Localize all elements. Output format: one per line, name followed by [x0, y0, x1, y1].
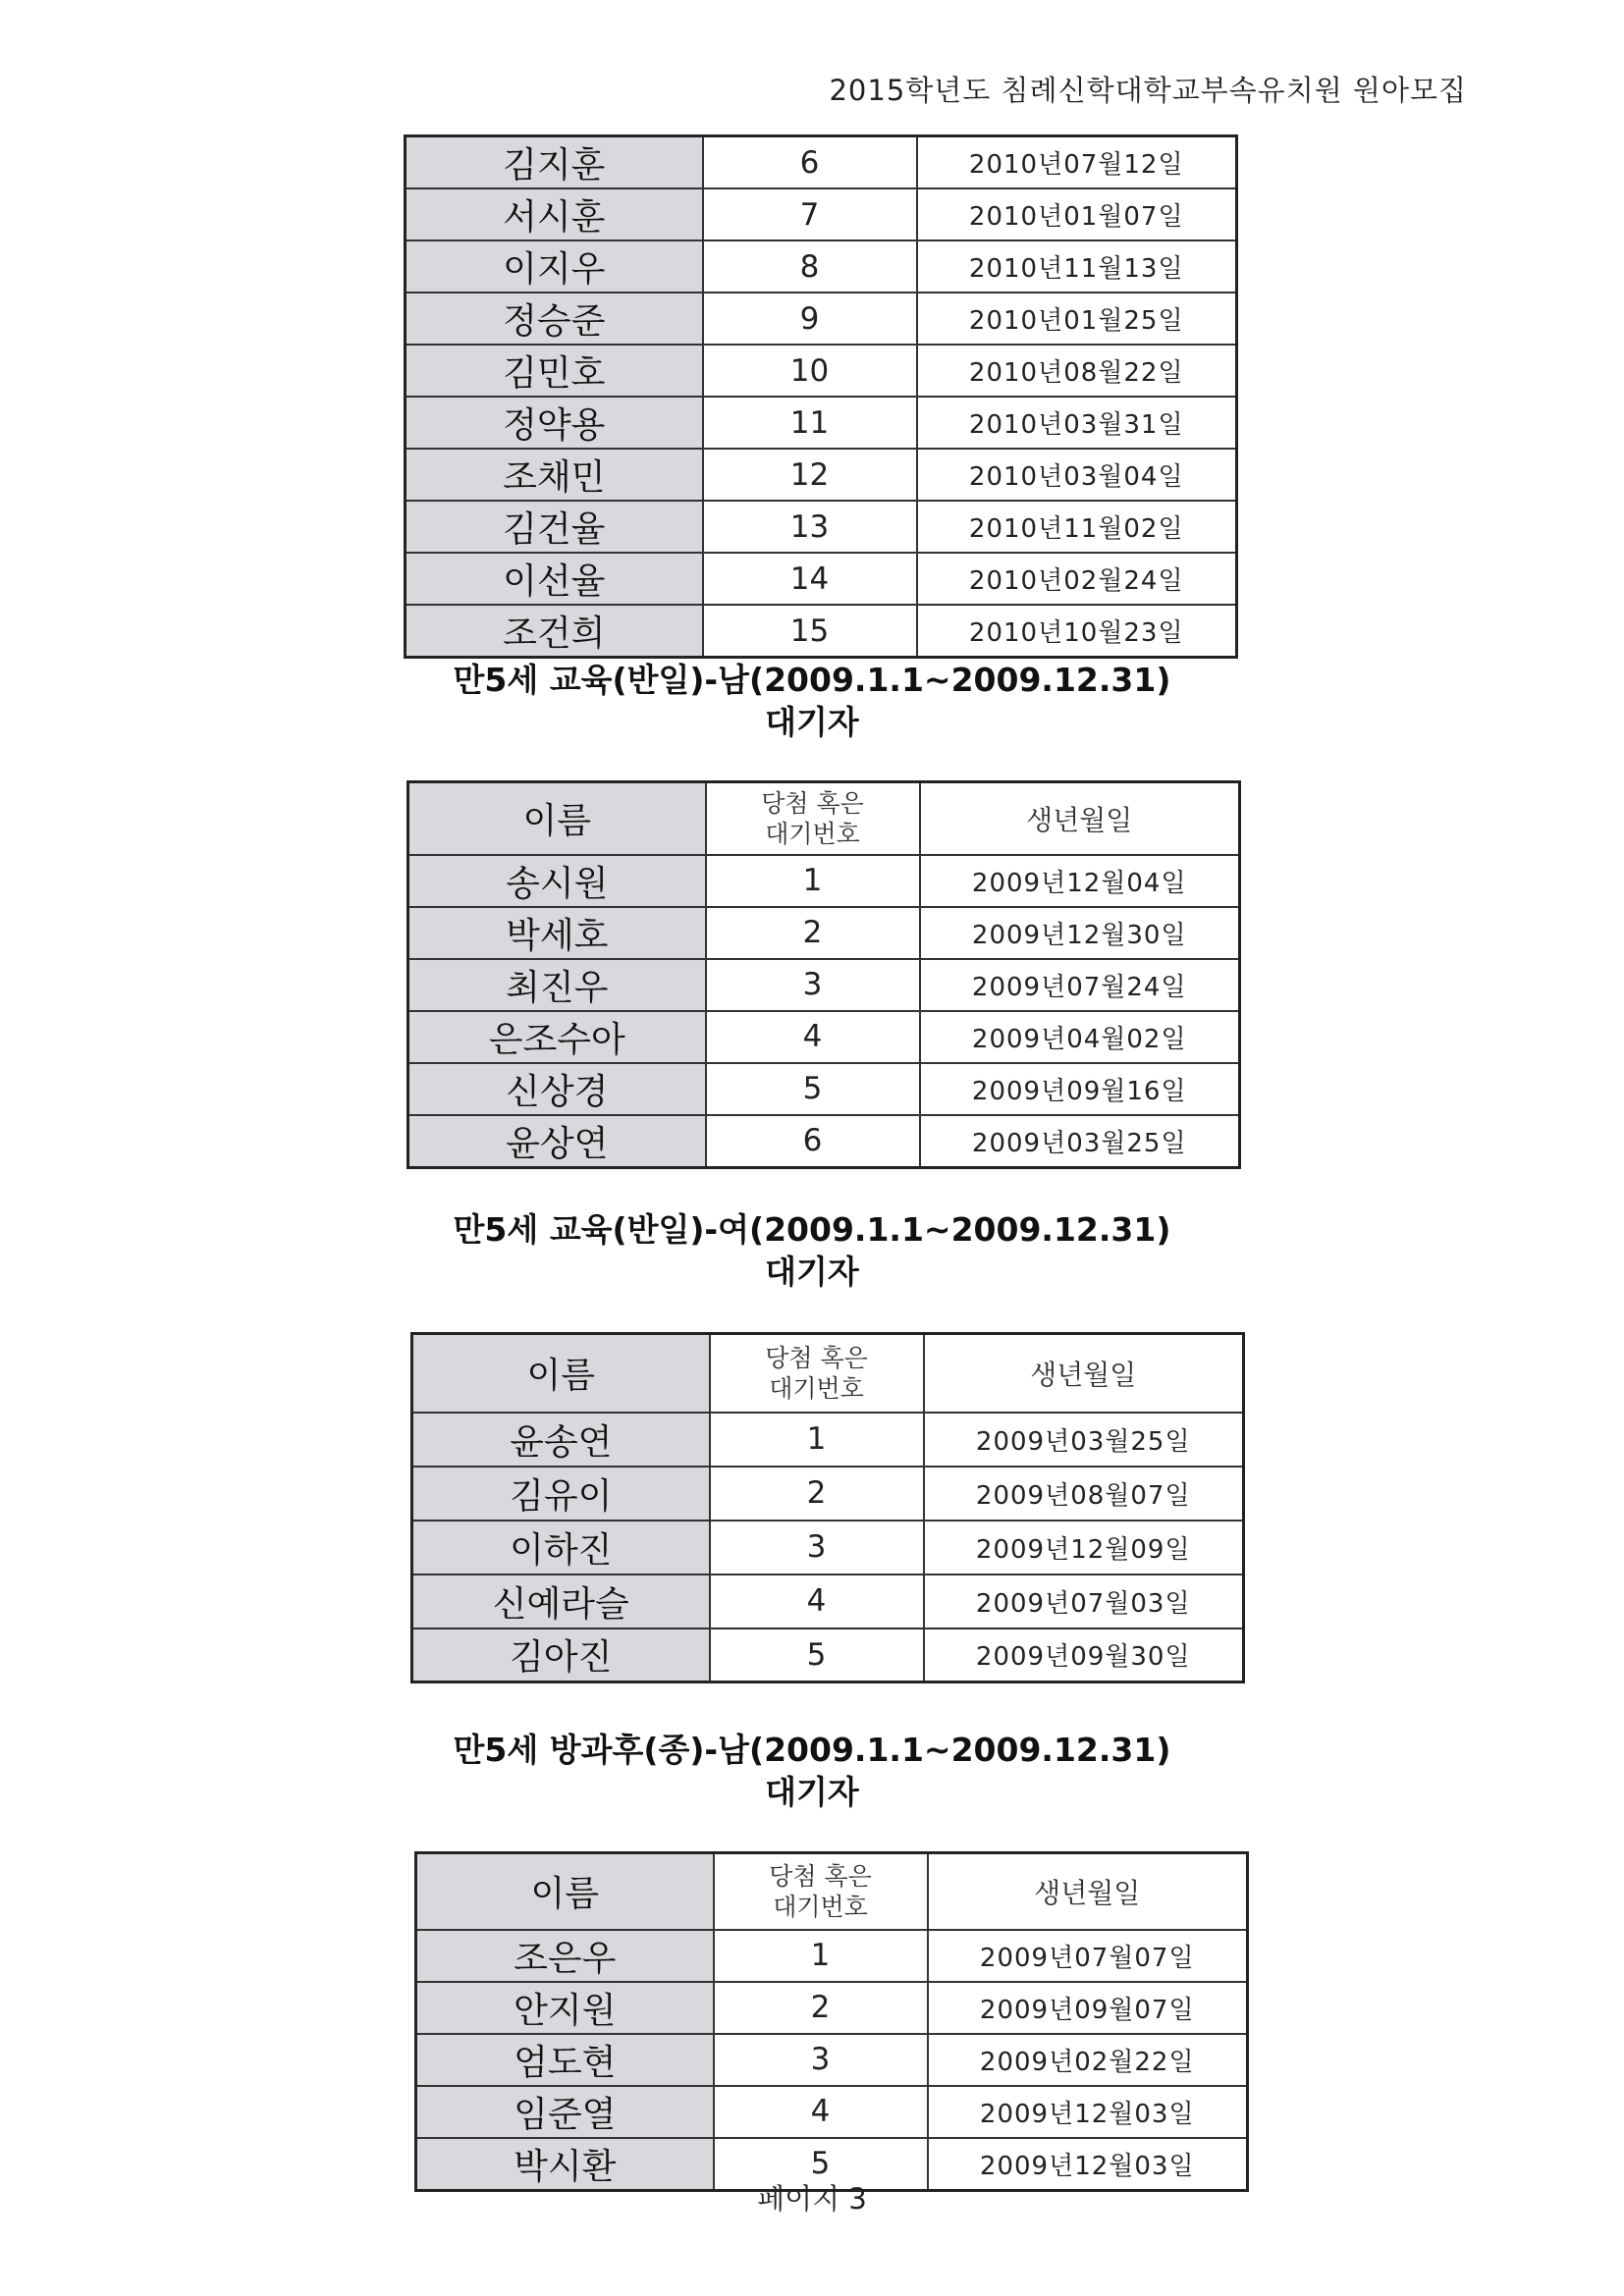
document-header-title: 2015학년도 침례신학대학교부속유치원 원아모집: [829, 74, 1467, 107]
wait-number-cell: 2: [706, 907, 920, 959]
table-row: [416, 1930, 1248, 1982]
table-row: [416, 2086, 1248, 2138]
wait-number-cell: 10: [703, 345, 917, 397]
birthdate-cell: 2009년02월22일: [928, 2034, 1248, 2086]
child-name-cell: 송시원: [408, 855, 706, 907]
wait-number-cell: 14: [703, 553, 917, 605]
birthdate-cell: 2010년03월04일: [917, 449, 1237, 501]
column-header-name: 이름: [416, 1853, 714, 1930]
wait-number-cell: 1: [706, 855, 920, 907]
section-subheading: 대기자: [765, 702, 859, 741]
birthdate-cell: 2009년09월07일: [928, 1982, 1248, 2034]
birthdate-cell: 2010년11월02일: [917, 501, 1237, 553]
column-header-number: [714, 1853, 928, 1930]
table-row: [408, 1115, 1240, 1168]
child-name-cell: 김유이: [412, 1467, 710, 1521]
waitlist-table-2: [410, 1332, 1245, 1683]
child-name-cell: 은조수아: [408, 1011, 706, 1063]
column-header-birthdate: 생년월일: [928, 1853, 1248, 1930]
table-row: [406, 449, 1237, 501]
column-header-number: [710, 1334, 924, 1413]
column-header-number-line2: 대기번호: [769, 1373, 864, 1403]
wait-number-cell: 4: [710, 1575, 924, 1629]
wait-number-cell: 5: [714, 2138, 928, 2191]
birthdate-cell: 2009년07월07일: [928, 1930, 1248, 1982]
child-name-cell: 김민호: [406, 345, 703, 397]
column-header-number-line2: 대기번호: [765, 819, 860, 848]
child-name-cell: 이지우: [406, 240, 703, 293]
wait-number-cell: 1: [714, 1930, 928, 1982]
birthdate-cell: 2009년04월02일: [920, 1011, 1240, 1063]
wait-number-cell: 12: [703, 449, 917, 501]
section-heading: 만5세 교육(반일)-여(2009.1.1~2009.12.31): [453, 1210, 1171, 1249]
wait-number-cell: 9: [703, 293, 917, 345]
birthdate-cell: 2010년10월23일: [917, 605, 1237, 658]
child-name-cell: 조은우: [416, 1930, 714, 1982]
table-row: [408, 1011, 1240, 1063]
birthdate-cell: 2010년07월12일: [917, 136, 1237, 189]
waitlist-table-1: [406, 780, 1241, 1169]
table-row: [412, 1629, 1244, 1682]
section3-title: [0, 1730, 1624, 1814]
column-header-name: 이름: [412, 1334, 710, 1413]
table-row: [416, 2034, 1248, 2086]
section-heading: 만5세 방과후(종)-남(2009.1.1~2009.12.31): [453, 1731, 1171, 1769]
birthdate-cell: 2010년01월07일: [917, 188, 1237, 240]
table-row: [406, 240, 1237, 293]
child-name-cell: 김건율: [406, 501, 703, 553]
section2-title: [0, 1209, 1624, 1294]
table-row: [408, 855, 1240, 907]
wait-number-cell: 6: [703, 136, 917, 189]
wait-number-cell: 3: [706, 959, 920, 1011]
table-row: [408, 959, 1240, 1011]
birthdate-cell: 2009년07월03일: [924, 1575, 1244, 1629]
roster-table-continued: [404, 134, 1238, 659]
child-name-cell: 최진우: [408, 959, 706, 1011]
child-name-cell: 김아진: [412, 1629, 710, 1682]
child-name-cell: 박시환: [416, 2138, 714, 2191]
table-row: [412, 1467, 1244, 1521]
wait-number-cell: 5: [706, 1063, 920, 1115]
table-header-row: [416, 1853, 1248, 1930]
wait-number-cell: 5: [710, 1629, 924, 1682]
table-row: [408, 907, 1240, 959]
child-name-cell: 박세호: [408, 907, 706, 959]
table-row: [408, 1063, 1240, 1115]
wait-number-cell: 4: [714, 2086, 928, 2138]
birthdate-cell: 2010년08월22일: [917, 345, 1237, 397]
child-name-cell: 정승준: [406, 293, 703, 345]
child-name-cell: 임준열: [416, 2086, 714, 2138]
column-header-name: 이름: [408, 782, 706, 855]
table-header-row: [408, 782, 1240, 855]
birthdate-cell: 2009년03월25일: [920, 1115, 1240, 1168]
birthdate-cell: 2010년11월13일: [917, 240, 1237, 293]
child-name-cell: 김지훈: [406, 136, 703, 189]
section-subheading: 대기자: [765, 1252, 859, 1291]
column-header-number: [706, 782, 920, 855]
child-name-cell: 정약용: [406, 397, 703, 449]
table-row: [406, 136, 1237, 189]
table-row: [406, 605, 1237, 658]
child-name-cell: 서시훈: [406, 188, 703, 240]
waitlist-table-3: [414, 1851, 1249, 2192]
table-row: [412, 1413, 1244, 1467]
wait-number-cell: 15: [703, 605, 917, 658]
column-header-number-line1: 당첨 혹은: [769, 1861, 872, 1891]
child-name-cell: 이선율: [406, 553, 703, 605]
table-row: [406, 293, 1237, 345]
wait-number-cell: 8: [703, 240, 917, 293]
birthdate-cell: 2009년12월03일: [928, 2138, 1248, 2191]
child-name-cell: 이하진: [412, 1521, 710, 1575]
birthdate-cell: 2009년03월25일: [924, 1413, 1244, 1467]
page-number: 페이지 3: [757, 2182, 867, 2216]
child-name-cell: 안지원: [416, 1982, 714, 2034]
child-name-cell: 윤송연: [412, 1413, 710, 1467]
column-header-number-line2: 대기번호: [773, 1892, 868, 1921]
birthdate-cell: 2009년12월03일: [928, 2086, 1248, 2138]
wait-number-cell: 11: [703, 397, 917, 449]
column-header-number-line1: 당첨 혹은: [765, 1343, 868, 1372]
wait-number-cell: 13: [703, 501, 917, 553]
wait-number-cell: 3: [714, 2034, 928, 2086]
birthdate-cell: 2010년03월31일: [917, 397, 1237, 449]
birthdate-cell: 2009년12월04일: [920, 855, 1240, 907]
birthdate-cell: 2009년09월30일: [924, 1629, 1244, 1682]
table-row: [416, 1982, 1248, 2034]
birthdate-cell: 2010년01월25일: [917, 293, 1237, 345]
section1-title: [0, 660, 1624, 744]
birthdate-cell: 2009년12월30일: [920, 907, 1240, 959]
table-row: [406, 397, 1237, 449]
table-row: [406, 188, 1237, 240]
child-name-cell: 신상경: [408, 1063, 706, 1115]
child-name-cell: 엄도현: [416, 2034, 714, 2086]
wait-number-cell: 7: [703, 188, 917, 240]
child-name-cell: 윤상연: [408, 1115, 706, 1168]
table-row: [406, 501, 1237, 553]
birthdate-cell: 2009년12월09일: [924, 1521, 1244, 1575]
column-header-birthdate: 생년월일: [920, 782, 1240, 855]
child-name-cell: 조건희: [406, 605, 703, 658]
section-heading: 만5세 교육(반일)-남(2009.1.1~2009.12.31): [453, 661, 1171, 699]
section-subheading: 대기자: [765, 1772, 859, 1811]
wait-number-cell: 2: [714, 1982, 928, 2034]
table-header-row: [412, 1334, 1244, 1413]
birthdate-cell: 2009년08월07일: [924, 1467, 1244, 1521]
column-header-birthdate: 생년월일: [924, 1334, 1244, 1413]
table-row: [406, 553, 1237, 605]
child-name-cell: 신예라슬: [412, 1575, 710, 1629]
table-row: [412, 1521, 1244, 1575]
wait-number-cell: 4: [706, 1011, 920, 1063]
wait-number-cell: 3: [710, 1521, 924, 1575]
birthdate-cell: 2010년02월24일: [917, 553, 1237, 605]
table-row: [412, 1575, 1244, 1629]
table-row: [406, 345, 1237, 397]
birthdate-cell: 2009년09월16일: [920, 1063, 1240, 1115]
column-header-number-line1: 당첨 혹은: [761, 788, 864, 818]
wait-number-cell: 1: [710, 1413, 924, 1467]
wait-number-cell: 6: [706, 1115, 920, 1168]
child-name-cell: 조채민: [406, 449, 703, 501]
wait-number-cell: 2: [710, 1467, 924, 1521]
birthdate-cell: 2009년07월24일: [920, 959, 1240, 1011]
